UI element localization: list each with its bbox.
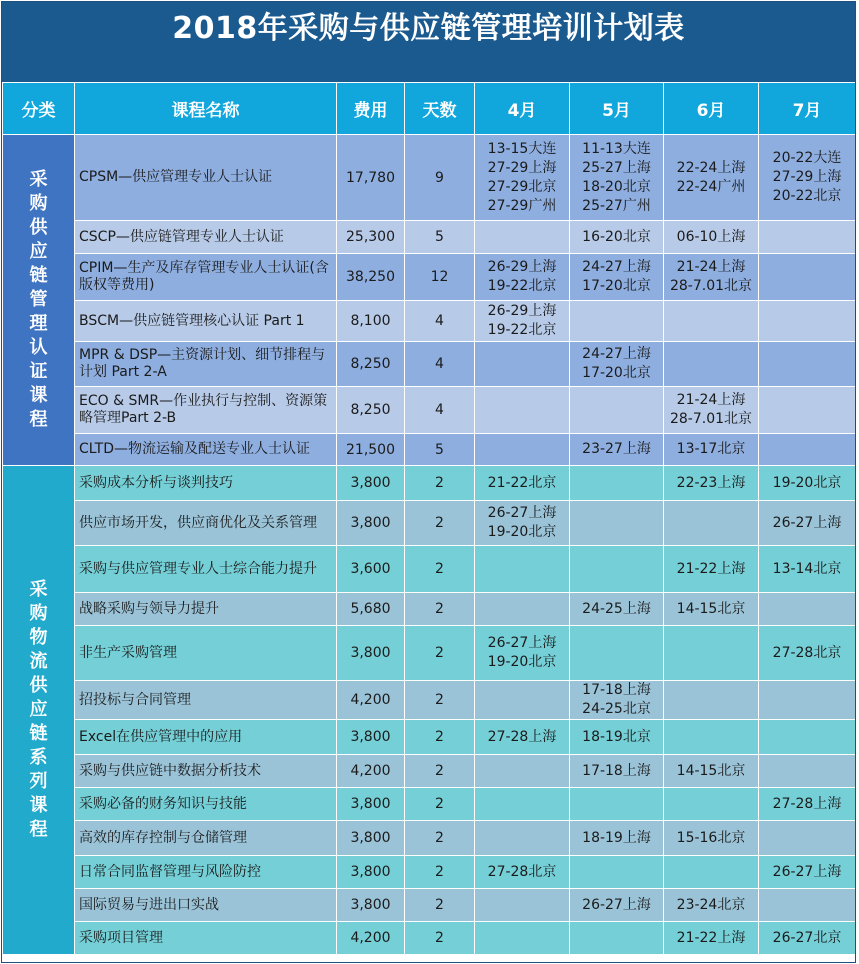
fee-cell: 3,800 [337,889,405,922]
header-row [3,83,856,135]
fee-cell: 3,800 [337,626,405,681]
header-april: 4月 [475,83,570,135]
fee-cell: 8,250 [337,342,405,387]
table-row [3,755,856,788]
schedule-cell-apr [475,387,570,434]
sheet-title: 2018年采购与供应链管理培训计划表 [2,2,855,82]
schedule-cell-apr [475,434,570,466]
schedule-cell-jul [759,301,856,342]
schedule-cell-apr [475,889,570,922]
session-date: 26-27上海 [772,863,842,880]
table-row [3,546,856,593]
table-row [3,221,856,254]
session-date: 24-27上海 [582,259,651,275]
session-date: 20-22北京 [772,188,842,204]
days-cell: 2 [405,720,475,755]
schedule-cell-may [570,788,664,821]
session-date: 14-15北京 [676,600,746,617]
schedule-cell-jul [759,135,856,221]
days-cell: 4 [405,387,475,434]
course-name-cell: 国际贸易与进出口实战 [75,889,337,922]
schedule-cell-apr [475,466,570,501]
days-cell: 2 [405,593,475,626]
schedule-cell-may [570,626,664,681]
schedule-cell-may [570,821,664,856]
session-date: 28-7.01北京 [669,278,753,294]
table-row [3,301,856,342]
table-row [3,889,856,922]
schedule-cell-apr [475,720,570,755]
header-may: 5月 [570,83,664,135]
schedule-cell-may [570,301,664,342]
session-date: 21-22上海 [676,929,746,946]
schedule-cell-apr [475,755,570,788]
session-date: 17-20北京 [582,278,651,294]
schedule-cell-jun [664,788,759,821]
table-row [3,788,856,821]
schedule-cell-jun [664,626,759,681]
session-date: 19-20北京 [772,474,842,491]
fee-cell: 3,800 [337,821,405,856]
days-cell: 2 [405,466,475,501]
table-row [3,501,856,546]
course-name-cell: CSCP—供应链管理专业人士认证 [75,221,337,254]
table-row [3,342,856,387]
schedule-cell-jun [664,254,759,301]
days-cell: 5 [405,221,475,254]
session-date: 26-27北京 [772,929,842,946]
session-date: 13-14北京 [772,560,842,577]
session-date: 26-27上海 [582,896,651,913]
session-date: 27-28北京 [772,644,842,661]
schedule-cell-jul [759,501,856,546]
session-date: 21-24上海 [676,259,746,275]
table-row [3,387,856,434]
schedule-cell-jul [759,681,856,720]
fee-cell: 4,200 [337,922,405,955]
schedule-cell-jun [664,720,759,755]
session-date: 24-27上海 [582,346,651,362]
session-date: 19-22北京 [487,278,557,294]
session-date: 26-27上海 [772,514,842,531]
course-name-cell: CPIM—生产及库存管理专业人士认证(含版权等费用) [75,254,337,301]
days-cell: 2 [405,626,475,681]
fee-cell: 5,680 [337,593,405,626]
schedule-cell-jun [664,466,759,501]
training-schedule-sheet [1,1,856,963]
course-name-cell: 战略采购与领导力提升 [75,593,337,626]
schedule-cell-may [570,593,664,626]
session-date: 13-15大连 [487,140,557,157]
schedule-cell-apr [475,922,570,955]
days-cell: 2 [405,501,475,546]
fee-cell: 3,800 [337,501,405,546]
course-name-cell: 采购与供应管理专业人士综合能力提升 [75,546,337,593]
schedule-cell-jul [759,720,856,755]
session-date: 18-19北京 [582,728,651,745]
table-body [3,135,856,955]
table-row [3,922,856,955]
schedule-cell-apr [475,593,570,626]
schedule-cell-may [570,681,664,720]
schedule-cell-may [570,720,664,755]
schedule-cell-apr [475,546,570,593]
session-date: 15-16北京 [676,829,746,846]
course-name-cell: 采购成本分析与谈判技巧 [75,466,337,501]
session-date: 26-29上海 [487,259,557,275]
schedule-cell-apr [475,788,570,821]
session-date: 19-20北京 [487,524,557,540]
session-date: 27-29北京 [487,178,557,195]
session-date: 19-22北京 [487,322,557,338]
course-name-cell: BSCM—供应链管理核心认证 Part 1 [75,301,337,342]
session-date: 27-29广州 [487,197,557,214]
days-cell: 2 [405,889,475,922]
session-date: 26-27上海 [487,505,557,521]
fee-cell: 17,780 [337,135,405,221]
course-name-cell: 供应市场开发，供应商优化及关系管理 [75,501,337,546]
course-name-cell: 采购项目管理 [75,922,337,955]
schedule-cell-may [570,856,664,889]
table-row [3,466,856,501]
schedule-cell-apr [475,301,570,342]
table-row [3,135,856,221]
fee-cell: 3,600 [337,546,405,593]
course-name-cell: 采购必备的财务知识与技能 [75,788,337,821]
schedule-cell-apr [475,221,570,254]
schedule-cell-jun [664,856,759,889]
table-row [3,821,856,856]
schedule-cell-jul [759,342,856,387]
schedule-cell-apr [475,856,570,889]
schedule-cell-jul [759,466,856,501]
fee-cell: 25,300 [337,221,405,254]
course-name-cell: Excel在供应管理中的应用 [75,720,337,755]
schedule-cell-may [570,387,664,434]
schedule-cell-jul [759,922,856,955]
session-date: 13-17北京 [676,441,746,457]
session-date: 16-20北京 [582,228,651,245]
schedule-cell-jul [759,221,856,254]
days-cell: 12 [405,254,475,301]
table-row [3,720,856,755]
session-date: 23-24北京 [676,896,746,913]
session-date: 17-20北京 [582,365,651,381]
category-cell [3,135,75,466]
days-cell: 2 [405,788,475,821]
schedule-cell-jun [664,387,759,434]
schedule-cell-jul [759,593,856,626]
header-category: 分类 [3,83,75,135]
table-row [3,254,856,301]
course-name-cell: 招投标与合同管理 [75,681,337,720]
fee-cell: 8,100 [337,301,405,342]
table-row [3,856,856,889]
session-date: 24-25北京 [582,701,651,717]
table-row [3,434,856,466]
session-date: 18-19上海 [582,829,651,846]
session-date: 27-29上海 [772,169,842,185]
schedule-cell-may [570,135,664,221]
schedule-cell-apr [475,681,570,720]
course-name-cell: 采购与供应链中数据分析技术 [75,755,337,788]
schedule-cell-may [570,466,664,501]
course-name-cell: MPR & DSP—主资源计划、细节排程与计划 Part 2-A [75,342,337,387]
session-date: 27-29上海 [487,159,557,176]
schedule-cell-may [570,221,664,254]
fee-cell: 3,800 [337,856,405,889]
schedule-cell-jun [664,501,759,546]
schedule-cell-jun [664,922,759,955]
schedule-cell-jul [759,546,856,593]
schedule-cell-apr [475,501,570,546]
schedule-cell-jun [664,889,759,922]
session-date: 11-13大连 [582,140,651,157]
schedule-cell-apr [475,626,570,681]
session-date: 17-18上海 [582,762,651,779]
header-course-name: 课程名称 [75,83,337,135]
days-cell: 2 [405,821,475,856]
schedule-cell-jun [664,593,759,626]
schedule-cell-may [570,755,664,788]
course-name-cell: 高效的库存控制与仓储管理 [75,821,337,856]
schedule-cell-apr [475,342,570,387]
session-date: 28-7.01北京 [669,411,753,427]
fee-cell: 8,250 [337,387,405,434]
fee-cell: 4,200 [337,755,405,788]
session-date: 23-27上海 [582,441,651,457]
schedule-cell-may [570,434,664,466]
category-cell [3,466,75,955]
session-date: 25-27广州 [582,197,651,214]
header-june: 6月 [664,83,759,135]
course-name-cell: CLTD—物流运输及配送专业人士认证 [75,434,337,466]
table-row [3,681,856,720]
schedule-cell-jun [664,342,759,387]
schedule-cell-apr [475,254,570,301]
session-date: 27-28北京 [487,863,557,880]
days-cell: 4 [405,301,475,342]
schedule-cell-jul [759,821,856,856]
course-name-cell: 非生产采购管理 [75,626,337,681]
fee-cell: 3,800 [337,720,405,755]
session-date: 27-28上海 [487,728,557,745]
fee-cell: 3,800 [337,466,405,501]
schedule-cell-jul [759,788,856,821]
session-date: 21-22上海 [676,560,746,577]
session-date: 25-27上海 [582,159,651,176]
schedule-cell-jun [664,434,759,466]
schedule-table [2,82,856,955]
session-date: 20-22大连 [772,150,842,166]
course-name-cell: 日常合同监督管理与风险防控 [75,856,337,889]
schedule-cell-jul [759,254,856,301]
session-date: 19-20北京 [487,654,557,670]
header-fee: 费用 [337,83,405,135]
fee-cell: 38,250 [337,254,405,301]
schedule-cell-jun [664,821,759,856]
schedule-cell-apr [475,135,570,221]
schedule-cell-may [570,254,664,301]
session-date: 21-24上海 [676,392,746,408]
session-date: 22-24广州 [676,178,746,195]
schedule-cell-may [570,546,664,593]
days-cell: 2 [405,922,475,955]
header-july: 7月 [759,83,856,135]
table-row [3,626,856,681]
session-date: 18-20北京 [582,178,651,195]
session-date: 26-29上海 [487,303,557,319]
course-name-cell: ECO & SMR—作业执行与控制、资源策略管理Part 2-B [75,387,337,434]
schedule-cell-jul [759,856,856,889]
session-date: 26-27上海 [487,635,557,651]
session-date: 17-18上海 [582,682,651,698]
session-date: 27-28上海 [772,795,842,812]
schedule-cell-jul [759,889,856,922]
category-label: 采购物流供应链系列课程 [29,579,48,840]
schedule-cell-may [570,889,664,922]
schedule-cell-jul [759,434,856,466]
schedule-cell-jun [664,755,759,788]
schedule-cell-apr [475,821,570,856]
session-date: 21-22北京 [487,474,557,491]
session-date: 22-23上海 [676,474,746,491]
days-cell: 4 [405,342,475,387]
schedule-cell-jun [664,301,759,342]
days-cell: 2 [405,755,475,788]
days-cell: 2 [405,546,475,593]
schedule-cell-may [570,922,664,955]
session-date: 06-10上海 [676,228,746,245]
header-days: 天数 [405,83,475,135]
schedule-cell-may [570,342,664,387]
schedule-cell-may [570,501,664,546]
fee-cell: 4,200 [337,681,405,720]
days-cell: 2 [405,681,475,720]
session-date: 24-25上海 [582,600,651,617]
schedule-cell-jul [759,755,856,788]
schedule-cell-jun [664,135,759,221]
course-name-cell: CPSM—供应管理专业人士认证 [75,135,337,221]
days-cell: 9 [405,135,475,221]
days-cell: 5 [405,434,475,466]
fee-cell: 21,500 [337,434,405,466]
category-label: 采购供应链管理认证课程 [29,169,48,430]
schedule-cell-jul [759,387,856,434]
session-date: 22-24上海 [676,159,746,176]
days-cell: 2 [405,856,475,889]
schedule-cell-jun [664,546,759,593]
session-date: 14-15北京 [676,762,746,779]
schedule-cell-jul [759,626,856,681]
schedule-cell-jun [664,221,759,254]
schedule-cell-jun [664,681,759,720]
fee-cell: 3,800 [337,788,405,821]
table-row [3,593,856,626]
